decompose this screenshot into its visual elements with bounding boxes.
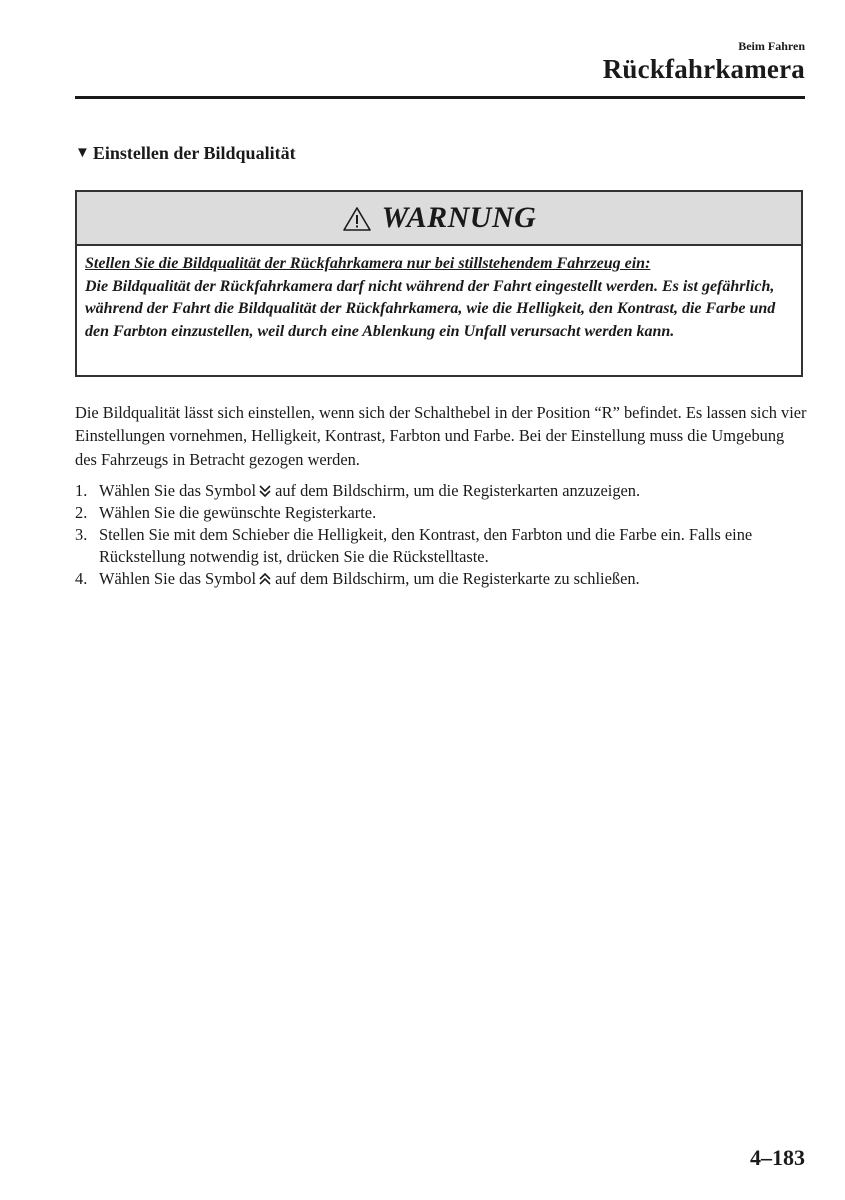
warning-text: Die Bildqualität der Rückfahrkamera darf nicht während der Fahrt eingestellt werden. Es ist gefährlich, während der Fahrt die Bildqualität der Rückfahrkamera, wie die Helligkeit, den Kontrast, die Farbe und den Farbton einzustellen, weil durch eine Ablenkung ein Unfall verursacht werden kann. [85,277,776,340]
step-number: 1. [75,481,88,500]
chapter-label: Beim Fahren [738,39,805,53]
step-text: Stellen Sie mit dem Schieber die Helligkeit, den Kontrast, den Farbton und die Farbe ein. Falls eine Rückstellung notwendig ist, drücken Sie die Rückstelltaste. [99,525,753,566]
step-number: 2. [75,503,88,522]
section-heading [75,143,296,164]
step-text-after: auf dem Bildschirm, um die Registerkarten anzuzeigen. [275,481,641,500]
double-chevron-down-icon [258,483,272,499]
list-item [75,480,810,502]
step-text-before: Wählen Sie das Symbol [99,481,257,500]
steps-list [75,480,810,590]
warning-body [77,246,801,343]
step-text [99,480,810,502]
triangle-bullet-icon: ▼ [75,145,90,161]
warning-box [75,190,803,377]
list-item [75,524,810,568]
step-text: Wählen Sie die gewünschte Registerkarte. [99,503,377,522]
list-item [75,568,810,590]
step-text-after: auf dem Bildschirm, um die Registerkarte zu schließen. [275,569,640,588]
page-title: Rückfahrkamera [602,54,805,84]
warning-lead: Stellen Sie die Bildqualität der Rückfahrkamera nur bei stillstehendem Fahrzeug ein: [85,255,651,272]
intro-paragraph: Die Bildqualität lässt sich einstellen, wenn sich der Schalthebel in der Position “R” befindet. Es lassen sich vier Einstellungen vornehmen, Helligkeit, Kontrast, Farbton und Farbe. Bei der Einstellung muss die Umgebung des Fahrzeugs in Betracht gezogen werden. [75,403,807,469]
title-divider [75,96,805,99]
step-text [99,568,810,590]
step-number: 4. [75,569,88,588]
warning-triangle-icon [342,206,372,232]
page-number: 4–183 [750,1145,805,1170]
warning-title: WARNUNG [381,201,537,234]
double-chevron-up-icon [258,571,272,587]
warning-header [77,192,801,246]
step-text-before: Wählen Sie das Symbol [99,569,257,588]
step-number: 3. [75,525,88,544]
list-item [75,502,810,524]
section-heading-text: Einstellen der Bildqualität [92,143,296,163]
